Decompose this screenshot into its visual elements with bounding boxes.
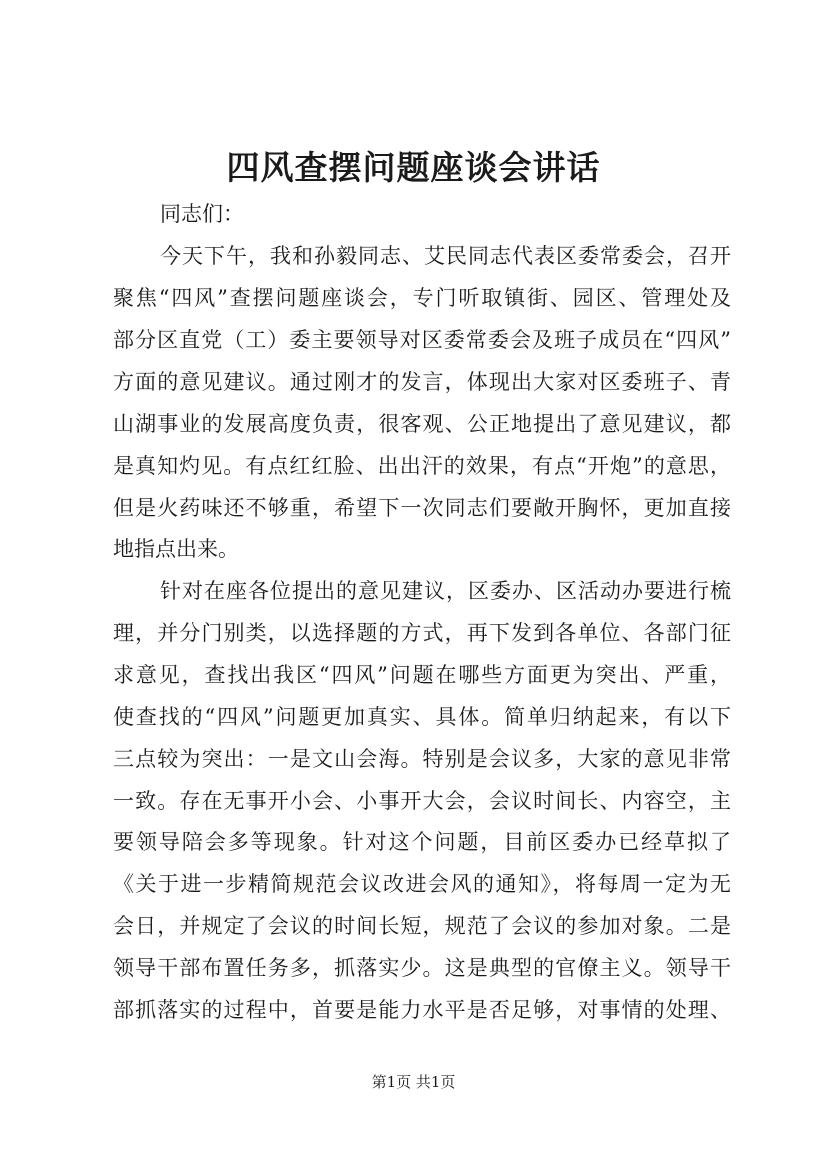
paragraph-line: 山湖事业的发展高度负责，很客观、公正地提出了意见建议，都 xyxy=(113,412,731,436)
paragraph-line: 使查找的“四风”问题更加真实、具体。简单归纳起来，有以下 xyxy=(113,705,731,729)
paragraph-line: 部分区直党（工）委主要领导对区委常委会及班子成员在“四风” xyxy=(113,328,731,352)
document-title: 四风查摆问题座谈会讲话 xyxy=(226,148,601,187)
paragraph-line: 会日，并规定了会议的时间长短，规范了会议的参加对象。二是 xyxy=(113,914,731,938)
paragraph-line: 但是火药味还不够重，希望下一次同志们要敞开胸怀，更加直接 xyxy=(113,496,731,520)
paragraph-line: 是真知灼见。有点红红脸、出出汗的效果，有点“开炮”的意思， xyxy=(113,454,731,478)
paragraph-line: 聚焦“四风”查摆问题座谈会，专门听取镇街、园区、管理处及 xyxy=(113,286,731,310)
paragraph-line: 今天下午，我和孙毅同志、艾民同志代表区委常委会，召开 xyxy=(160,244,731,268)
paragraph-line: 要领导陪会多等现象。针对这个问题，目前区委办已经草拟了 xyxy=(113,830,731,854)
paragraph-line: 领导干部布置任务多，抓落实少。这是典型的官僚主义。领导干 xyxy=(113,956,731,980)
paragraph-line: 部抓落实的过程中，首要是能力水平是否足够，对事情的处理、 xyxy=(113,998,731,1022)
paragraph-line: 《关于进一步精简规范会议改进会风的通知》，将每周一定为无 xyxy=(113,872,731,896)
paragraph-line: 地指点出来。 xyxy=(113,537,239,561)
paragraph-line: 一致。存在无事开小会、小事开大会，会议时间长、内容空，主 xyxy=(113,789,731,813)
paragraph-line: 方面的意见建议。通过刚才的发言，体现出大家对区委班子、青 xyxy=(113,370,731,394)
salutation: 同志们： xyxy=(160,202,244,226)
paragraph-line: 三点较为突出：一是文山会海。特别是会议多，大家的意见非常 xyxy=(113,747,731,771)
paragraph-line: 求意见，查找出我区“四风”问题在哪些方面更为突出、严重， xyxy=(113,663,731,687)
paragraph-line: 针对在座各位提出的意见建议，区委办、区活动办要进行梳 xyxy=(160,579,731,603)
paragraph-line: 理，并分门别类，以选择题的方式，再下发到各单位、各部门征 xyxy=(113,621,731,645)
page-footer: 第1页 共1页 xyxy=(371,1073,456,1091)
